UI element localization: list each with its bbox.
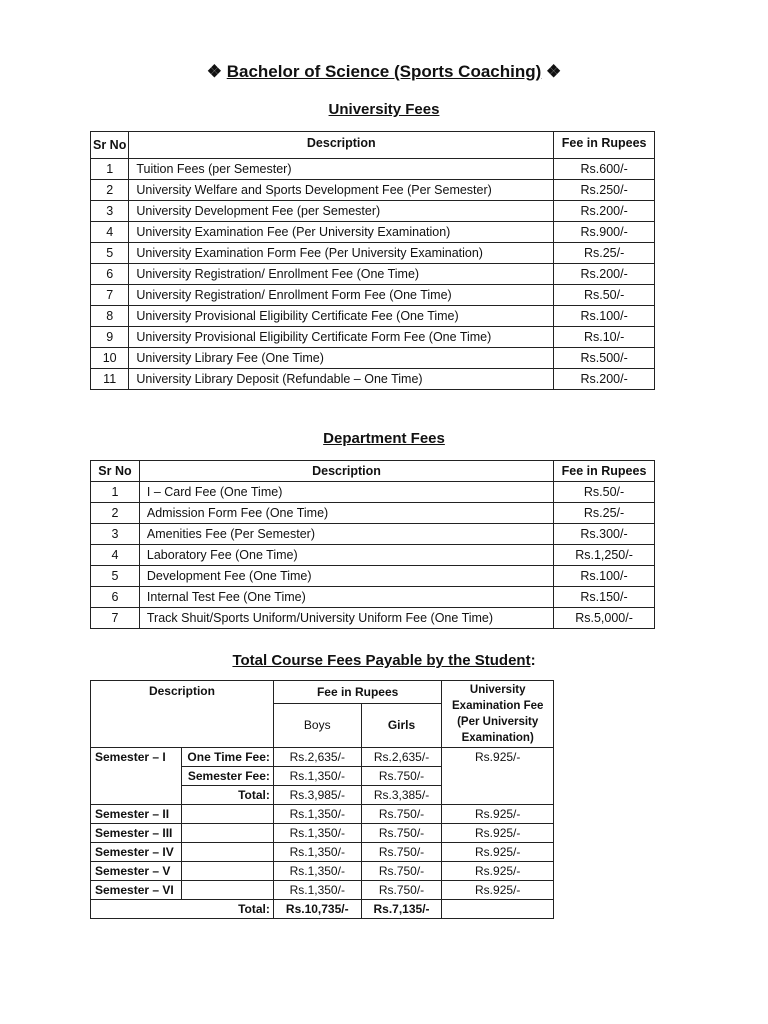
semester-label: Semester – I (91, 748, 182, 805)
description-cell: University Provisional Eligibility Certificate Form Fee (One Time) (129, 327, 554, 348)
exam-fee-value: Rs.925/- (442, 805, 554, 824)
grand-total-boys: Rs.10,735/- (273, 900, 361, 919)
fee-cell: Rs.25/- (554, 503, 655, 524)
fee-header: Fee in Rupees (554, 132, 655, 159)
table-header-row (91, 461, 655, 482)
total-fees-heading-text: Total Course Fees Payable by the Student (232, 652, 531, 669)
sr-no-cell: 1 (91, 482, 140, 503)
table-row (91, 524, 655, 545)
empty-cell (181, 824, 273, 843)
fee-cell: Rs.250/- (554, 180, 655, 201)
table-row (91, 503, 655, 524)
table-row (91, 222, 655, 243)
description-cell: University Development Fee (per Semester) (129, 201, 554, 222)
description-cell: Admission Form Fee (One Time) (139, 503, 553, 524)
table-row (91, 881, 554, 900)
table-row (91, 545, 655, 566)
exam-fee-value: Rs.925/- (442, 862, 554, 881)
description-cell: University Examination Form Fee (Per University Examination) (129, 243, 554, 264)
description-cell: University Registration/ Enrollment Fee (One Time) (129, 264, 554, 285)
boys-value: Rs.1,350/- (273, 843, 361, 862)
girls-value: Rs.3,385/- (361, 786, 442, 805)
description-cell: University Registration/ Enrollment Form Fee (One Time) (129, 285, 554, 306)
boys-value: Rs.1,350/- (273, 767, 361, 786)
boys-header: Boys (273, 703, 361, 747)
fee-header: Fee in Rupees (554, 461, 655, 482)
fee-cell: Rs.200/- (554, 369, 655, 390)
department-fees-table (90, 460, 655, 629)
exam-fee-header: University Examination Fee (Per University Examination) (442, 681, 554, 748)
description-cell: University Welfare and Sports Development Fee (Per Semester) (129, 180, 554, 201)
sr-no-cell: 4 (91, 545, 140, 566)
sr-no-cell: 5 (91, 243, 129, 264)
total-fees-table (90, 680, 554, 919)
sr-no-header: Sr No (91, 132, 129, 159)
boys-value: Rs.2,635/- (273, 748, 361, 767)
girls-value: Rs.2,635/- (361, 748, 442, 767)
description-cell: Tuition Fees (per Semester) (129, 159, 554, 180)
fee-cell: Rs.25/- (554, 243, 655, 264)
sr-no-cell: 4 (91, 222, 129, 243)
sr-no-cell: 7 (91, 608, 140, 629)
bullet-right-icon: ❖ (546, 62, 562, 81)
description-cell: Track Shuit/Sports Uniform/University Uniform Fee (One Time) (139, 608, 553, 629)
description-header: Description (91, 681, 274, 748)
table-row (91, 587, 655, 608)
table-row (91, 748, 554, 767)
sr-no-cell: 9 (91, 327, 129, 348)
table-row (91, 159, 655, 180)
description-cell: University Examination Fee (Per University Examination) (129, 222, 554, 243)
exam-fee-value: Rs.925/- (442, 748, 554, 805)
university-fees-heading: University Fees (328, 101, 440, 118)
description-header: Description (139, 461, 553, 482)
boys-value: Rs.1,350/- (273, 881, 361, 900)
fee-cell: Rs.300/- (554, 524, 655, 545)
one-time-fee-label: One Time Fee: (181, 748, 273, 767)
total-fees-heading (0, 652, 768, 669)
university-fees-body (91, 159, 655, 390)
table-row (91, 180, 655, 201)
fee-cell: Rs.200/- (554, 201, 655, 222)
sr-no-cell: 2 (91, 503, 140, 524)
table-row (91, 264, 655, 285)
table-row (91, 327, 655, 348)
girls-value: Rs.750/- (361, 862, 442, 881)
fee-cell: Rs.150/- (554, 587, 655, 608)
table-row (91, 306, 655, 327)
girls-value: Rs.750/- (361, 767, 442, 786)
sr-no-cell: 11 (91, 369, 129, 390)
exam-fee-value: Rs.925/- (442, 843, 554, 862)
description-cell: Internal Test Fee (One Time) (139, 587, 553, 608)
semesters-body (91, 805, 554, 900)
table-row (91, 369, 655, 390)
exam-fee-value: Rs.925/- (442, 881, 554, 900)
table-row (91, 862, 554, 881)
description-cell: I – Card Fee (One Time) (139, 482, 553, 503)
fee-cell: Rs.1,250/- (554, 545, 655, 566)
grand-total-row (91, 900, 554, 919)
table-row (91, 824, 554, 843)
table-row (91, 566, 655, 587)
department-fees-heading: Department Fees (323, 430, 445, 447)
girls-value: Rs.750/- (361, 805, 442, 824)
fee-header: Fee in Rupees (273, 681, 442, 704)
fee-cell: Rs.600/- (554, 159, 655, 180)
fee-cell: Rs.10/- (554, 327, 655, 348)
sr-no-cell: 6 (91, 264, 129, 285)
table-row (91, 201, 655, 222)
total-fees-heading-colon: : (530, 652, 536, 669)
bullet-left-icon: ❖ (206, 62, 222, 81)
table-row (91, 243, 655, 264)
semester-fee-label: Semester Fee: (181, 767, 273, 786)
empty-cell (181, 805, 273, 824)
department-fees-body (91, 482, 655, 629)
sr-no-cell: 7 (91, 285, 129, 306)
semester-label: Semester – VI (91, 881, 182, 900)
boys-value: Rs.3,985/- (273, 786, 361, 805)
fee-cell: Rs.5,000/- (554, 608, 655, 629)
empty-cell (181, 862, 273, 881)
semester-label: Semester – IV (91, 843, 182, 862)
boys-value: Rs.1,350/- (273, 862, 361, 881)
sr-no-cell: 10 (91, 348, 129, 369)
semester-label: Semester – V (91, 862, 182, 881)
girls-value: Rs.750/- (361, 881, 442, 900)
description-cell: Development Fee (One Time) (139, 566, 553, 587)
sr-no-cell: 2 (91, 180, 129, 201)
description-cell: Amenities Fee (Per Semester) (139, 524, 553, 545)
description-header: Description (129, 132, 554, 159)
table-header-row (91, 681, 554, 704)
fee-cell: Rs.50/- (554, 482, 655, 503)
table-row (91, 608, 655, 629)
empty-cell (442, 900, 554, 919)
exam-fee-value: Rs.925/- (442, 824, 554, 843)
description-cell: University Library Deposit (Refundable – One Time) (129, 369, 554, 390)
girls-value: Rs.750/- (361, 843, 442, 862)
total-label: Total: (181, 786, 273, 805)
sr-no-header: Sr No (91, 461, 140, 482)
semester-label: Semester – III (91, 824, 182, 843)
title-text: Bachelor of Science (Sports Coaching) (226, 62, 542, 81)
girls-value: Rs.750/- (361, 824, 442, 843)
table-header-row (91, 132, 655, 159)
sr-no-cell: 5 (91, 566, 140, 587)
fee-cell: Rs.200/- (554, 264, 655, 285)
grand-total-girls: Rs.7,135/- (361, 900, 442, 919)
empty-cell (181, 843, 273, 862)
description-cell: University Provisional Eligibility Certificate Fee (One Time) (129, 306, 554, 327)
table-row (91, 482, 655, 503)
fee-cell: Rs.100/- (554, 566, 655, 587)
table-row (91, 843, 554, 862)
table-row (91, 805, 554, 824)
sr-no-cell: 3 (91, 201, 129, 222)
boys-value: Rs.1,350/- (273, 805, 361, 824)
fee-cell: Rs.100/- (554, 306, 655, 327)
empty-cell (181, 881, 273, 900)
description-cell: Laboratory Fee (One Time) (139, 545, 553, 566)
fee-cell: Rs.900/- (554, 222, 655, 243)
semester-label: Semester – II (91, 805, 182, 824)
fee-cell: Rs.50/- (554, 285, 655, 306)
grand-total-label: Total: (91, 900, 274, 919)
sr-no-cell: 1 (91, 159, 129, 180)
page-title (0, 62, 768, 82)
sr-no-cell: 8 (91, 306, 129, 327)
fee-cell: Rs.500/- (554, 348, 655, 369)
table-row (91, 285, 655, 306)
description-cell: University Library Fee (One Time) (129, 348, 554, 369)
girls-header: Girls (361, 703, 442, 747)
sr-no-cell: 3 (91, 524, 140, 545)
boys-value: Rs.1,350/- (273, 824, 361, 843)
university-fees-table (90, 131, 655, 390)
sr-no-cell: 6 (91, 587, 140, 608)
table-row (91, 348, 655, 369)
